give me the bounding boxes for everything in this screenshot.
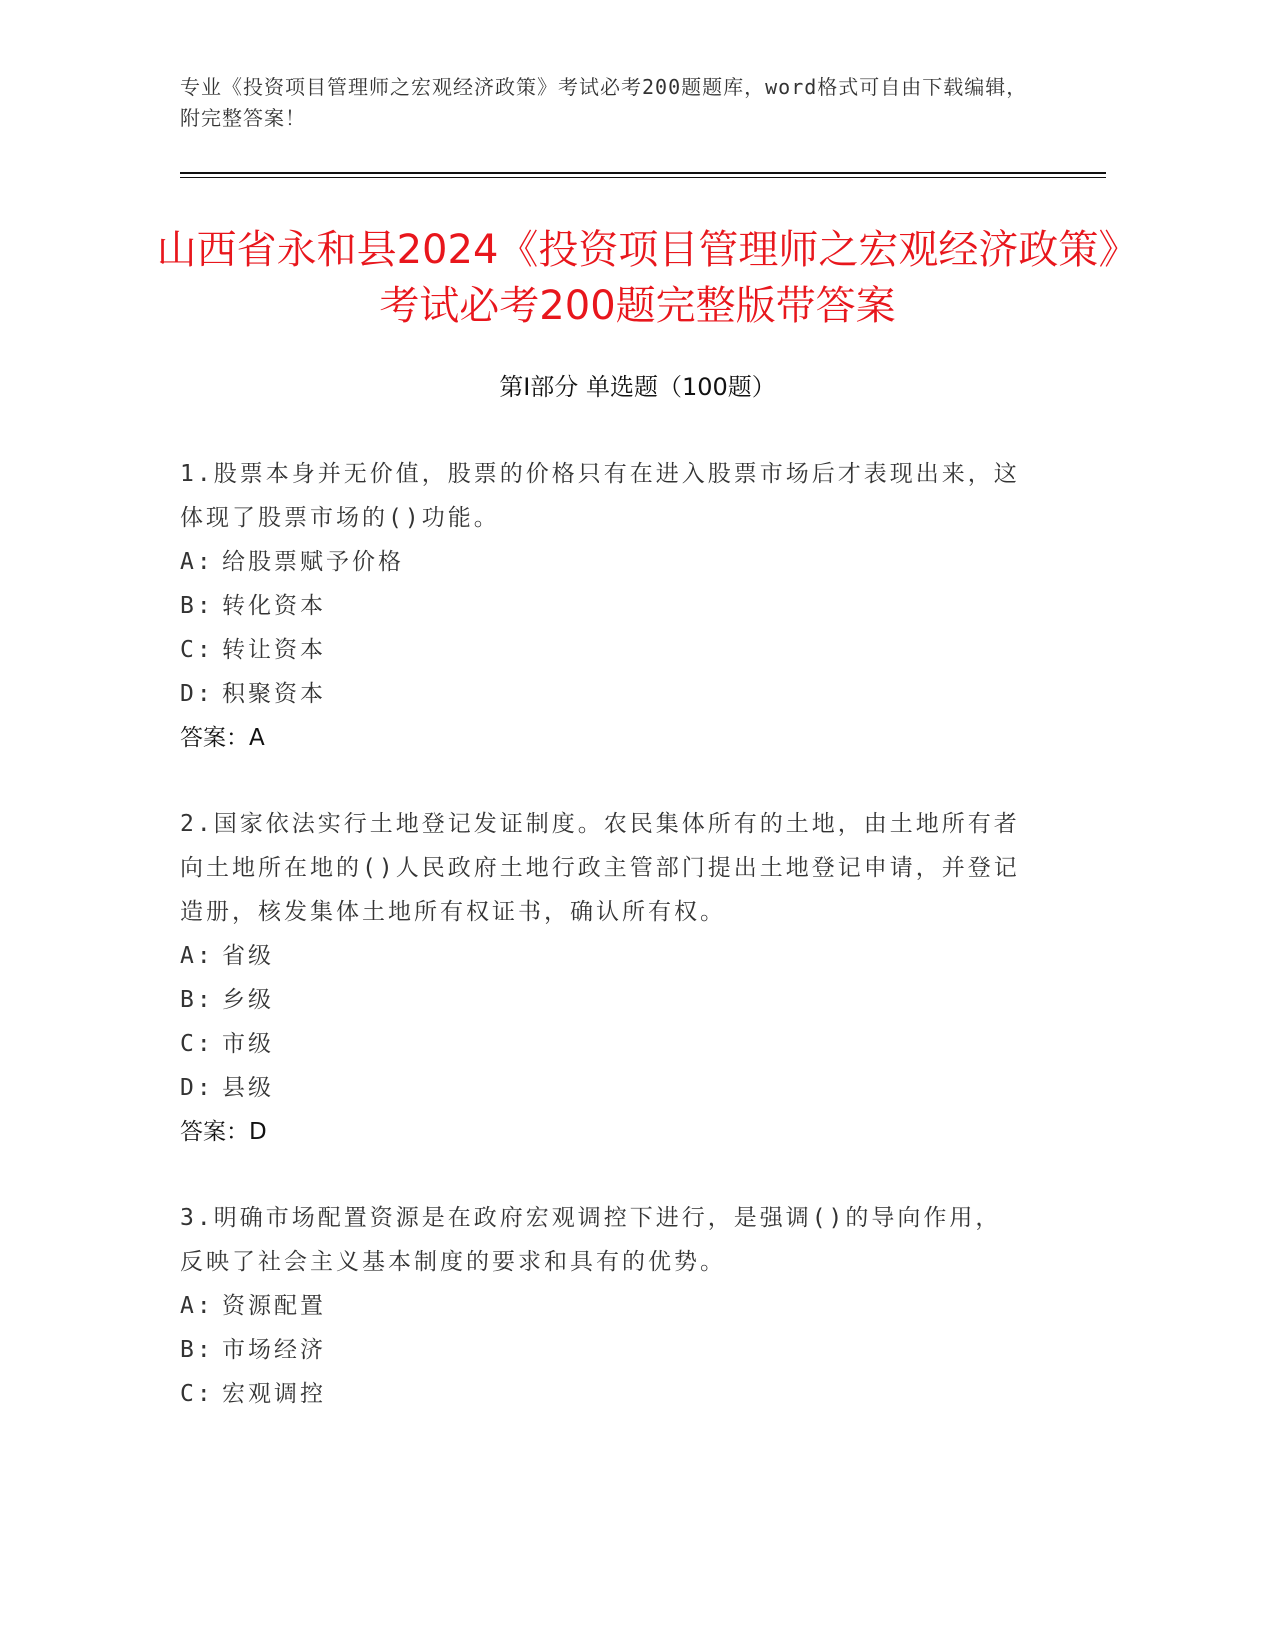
option-c <box>180 628 1020 672</box>
option-text: 省级 <box>222 943 274 969</box>
option-letter: D: <box>180 681 214 707</box>
option-letter: B: <box>180 593 214 619</box>
question-1 <box>180 452 1020 760</box>
option-d <box>180 1066 1020 1110</box>
option-text: 转让资本 <box>222 637 326 663</box>
option-text: 县级 <box>222 1075 274 1101</box>
option-a <box>180 934 1020 978</box>
option-letter: B: <box>180 1337 214 1363</box>
section-heading: 第Ⅰ部分 单选题（100题） <box>499 373 776 401</box>
header-divider-thin <box>180 177 1106 178</box>
document-title: 山西省永和县2024《投资项目管理师之宏观经济政策》考试必考200题完整版带答案 <box>156 227 1119 329</box>
option-text: 转化资本 <box>222 593 326 619</box>
question-stem: 1.股票本身并无价值，股票的价格只有在进入股票市场后才表现出来，这体现了股票市场的()功能。 <box>180 461 1020 531</box>
option-c <box>180 1022 1020 1066</box>
option-letter: C: <box>180 637 214 663</box>
option-text: 宏观调控 <box>222 1381 326 1407</box>
answer-line: 答案：A <box>180 725 265 751</box>
option-d <box>180 672 1020 716</box>
option-text: 市级 <box>222 1031 274 1057</box>
option-b <box>180 1328 1020 1372</box>
question-stem: 3.明确市场配置资源是在政府宏观调控下进行，是强调()的导向作用，反映了社会主义基本制度的要求和具有的优势。 <box>180 1205 1002 1275</box>
option-text: 资源配置 <box>222 1293 326 1319</box>
option-b <box>180 584 1020 628</box>
question-stem: 2.国家依法实行土地登记发证制度。农民集体所有的土地，由土地所有者向土地所在地的()人民政府土地行政主管部门提出土地登记申请，并登记造册，核发集体土地所有权证书，确认所有权。 <box>180 811 1020 925</box>
header-note: 专业《投资项目管理师之宏观经济政策》考试必考200题题库，word格式可自由下载编辑，附完整答案！ <box>180 75 1028 130</box>
option-letter: B: <box>180 987 214 1013</box>
question-2 <box>180 802 1020 1154</box>
answer-line: 答案：D <box>180 1119 267 1145</box>
option-a <box>180 540 1020 584</box>
option-text: 市场经济 <box>222 1337 326 1363</box>
option-letter: A: <box>180 943 214 969</box>
option-letter: C: <box>180 1031 214 1057</box>
option-letter: A: <box>180 549 214 575</box>
question-3 <box>180 1196 1020 1416</box>
option-letter: A: <box>180 1293 214 1319</box>
question-list <box>180 452 1020 1458</box>
option-b <box>180 978 1020 1022</box>
option-letter: D: <box>180 1075 214 1101</box>
option-text: 给股票赋予价格 <box>222 549 404 575</box>
option-text: 乡级 <box>222 987 274 1013</box>
option-a <box>180 1284 1020 1328</box>
option-c <box>180 1372 1020 1416</box>
option-text: 积聚资本 <box>222 681 326 707</box>
option-letter: C: <box>180 1381 214 1407</box>
header-divider-thick <box>180 172 1106 174</box>
